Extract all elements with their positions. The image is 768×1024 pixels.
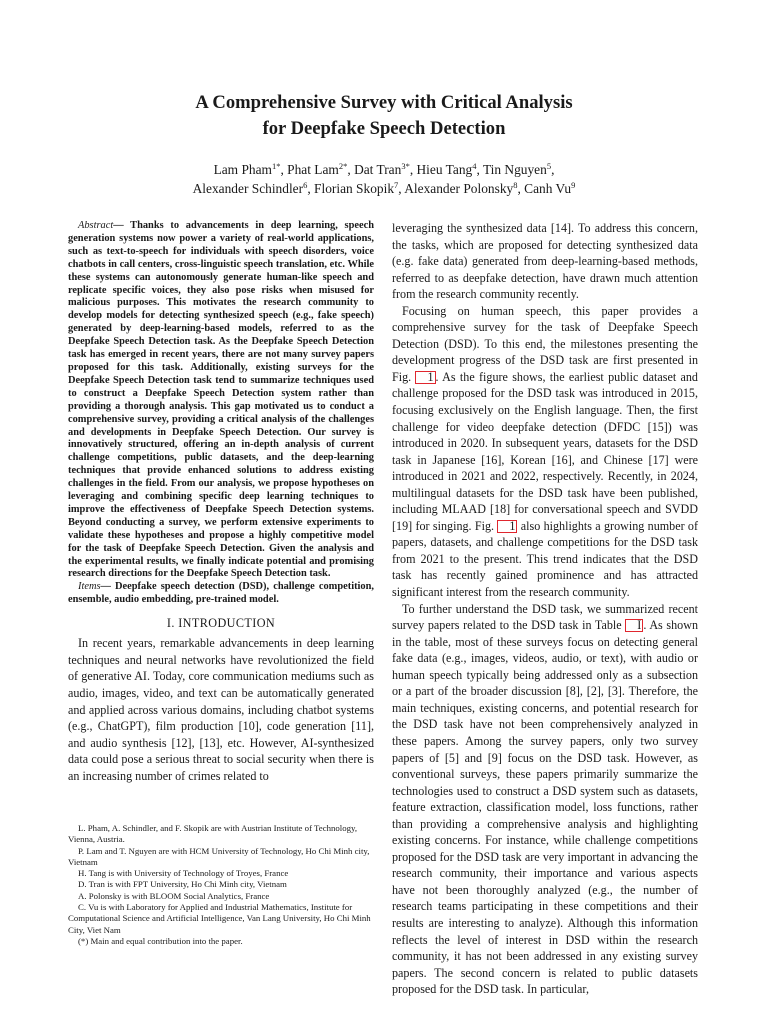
right-paragraph-3 (392, 601, 698, 998)
footnote-3: H. Tang is with University of Technology of Troyes, France (78, 868, 289, 879)
line1-author-affiliation-5: 5 (546, 161, 552, 171)
author-list (84, 160, 684, 198)
line1-author-affiliation-4: 4 (472, 161, 477, 171)
line2-author-affiliation-3: 8 (513, 180, 518, 190)
table-1-link[interactable]: I (625, 619, 643, 632)
index-terms (68, 581, 374, 607)
line1-author-name-4: Hieu Tang (416, 162, 473, 177)
p2-text-a: Focusing on human speech, this paper provides a comprehensive survey for the task of Deepfake Speech Detection (DSD). To this end, the milestones presenting the development progress of the DSD task are first presented in Fig. (392, 303, 698, 384)
figure-1-link-2[interactable]: 1 (497, 520, 517, 533)
footnote-1: L. Pham, A. Schindler, and F. Skopik are with Austrian Institute of Technology, Vienna, Austria. (68, 823, 358, 845)
line2-author-name-2: Florian Skopik (314, 181, 395, 196)
authors-line-1: Lam Pham$^{1*}$, Phat Lam$^{2*}$, Dat Tran$^{3*}$, Hieu Tang$^4$, Tin Nguyen$^5$, (213, 161, 555, 177)
right-column (392, 220, 698, 998)
footnote-5: A. Polonsky is with BLOOM Social Analytics, France (78, 890, 270, 901)
line1-author-affiliation-2: 2* (338, 161, 348, 171)
index-terms-text: — Deepfake speech detection (DSD), challenge competition, ensemble, audio embedding, pre-trained model. (68, 581, 374, 606)
right-paragraph-1: leveraging the synthesized data [14]. To address this concern, the tasks, which are proposed for detecting synthesized data (e.g. fake data) generated from deep-learning-based methods, referred to as deepfake detection, have drawn much attention from the research community recently. (392, 221, 698, 302)
figure-1-link[interactable]: 1 (415, 371, 435, 384)
title-line-2: for Deepfake Speech Detection (262, 118, 506, 139)
line1-author-name-5: Tin Nguyen (482, 162, 547, 177)
line2-author-name-3: Alexander Polonsky (404, 181, 514, 196)
p2-text-b: . As the figure shows, the earliest public dataset and challenge proposed for the DSD task was introduced in 2015, focusing exclusively on the English language. Then, the first challenge for video deepfake detection (DFDC [15]) was introduced in 2020. In subsequent years, datasets for the DSD task in Japanese [16], Korean [16], and Chinese [17] were introduced in 2021 and 2022, respectively. Recently, in 2024, multilingual datasets for the DSD task have been published, including MLAAD [18] for conversational speech and SVDD [19] for singing. Fig. (392, 369, 698, 533)
intro-paragraph-1: In recent years, remarkable advancements in deep learning techniques and neural networks have revolutionized the field of generative AI. Today, core communication mediums such as audio, images, video, and text can be automatically generated and applied across various domains, including chatbot systems (e.g., ChatGPT), film production [10], code generation [11], and audio synthesis [12], [13], etc. However, AI-synthesized data could pose a serious threat to social security when there is an increasing number of crimes related to (68, 636, 374, 783)
footnote-7: (*) Main and equal contribution into the paper. (78, 935, 243, 946)
footnotes (68, 823, 374, 947)
right-paragraph-2 (392, 303, 698, 601)
p2-text-c: also highlights a growing number of papers, datasets, and challenge competitions for the DSD task from 2021 to the present. This trend indicates that the DSD task has recently gained prominence and has attracted significant interest from the research community. (392, 518, 698, 600)
footnote-2: P. Lam and T. Nguyen are with HCM University of Technology, Ho Chi Minh city, Vietnam (68, 845, 370, 867)
line2-author-affiliation-1: 6 (303, 180, 308, 190)
p3-text-a: To further understand the DSD task, we summarized recent survey papers related to the DSD task in Table (392, 601, 698, 633)
paper-title (84, 90, 684, 142)
abstract-text: — Thanks to advancements in deep learning, speech generation systems now power a variety of real-world applications, such as text-to-speech for individuals with speech disorders, voice chatbots in call centers, cross-linguistic speech translation, etc. While these systems can autonomously generate human-like speech and replicate specific voices, they also pose risks when misused for malicious purposes. This motivates the research community to develop models for detecting synthesized speech (e.g., fake speech) generated by deep-learning-based models, referred to as the Deepfake Speech Detection task. As the Deepfake Speech Detection task has emerged in recent years, there are not many survey papers proposed for this task. Additionally, existing surveys for the Deepfake Speech Detection task tend to summarize techniques used to construct a Deepfake Speech Detection system rather than providing a thorough analysis. This gap motivated us to conduct a comprehensive survey, providing a critical analysis of the challenges and developments in Deepfake Speech Detection. Our survey is innovatively structured, offering an in-depth analysis of current challenge competitions, public datasets, and the deep-learning techniques that provide enhanced solutions to address existing challenges in the field. From our analysis, we propose hypotheses on leveraging and combining specific deep learning techniques to improve the effectiveness of Deepfake Speech Detection systems. Beyond conducting a survey, we perform extensive experiments to validate these hypotheses and propose a highly competitive model for the task of Deepfake Speech Detection. Given the analysis and the experimental results, we finally indicate potential and promising research directions for the Deepfake Speech Detection task. (68, 220, 374, 580)
abstract (68, 220, 374, 581)
line1-author-name-1: Lam Pham (213, 162, 272, 177)
line1-author-affiliation-3: 3* (401, 161, 410, 171)
left-column (68, 220, 374, 785)
line2-author-name-1: Alexander Schindler (192, 181, 304, 196)
footnote-6: C. Vu is with Laboratory for Applied and Industrial Mathematics, Institute for Computational Science and Artificial Intelligence, Van Lang University, Ho Chi Minh City, Viet Nam (68, 902, 371, 935)
line1-author-name-2: Phat Lam (287, 162, 339, 177)
title-line-1: A Comprehensive Survey with Critical Analysis (195, 92, 573, 113)
p3-text-b: . As shown in the table, most of these surveys focus on detecting general fake data (e.g., images, videos, audio, or text), with audio or human speech typically being addressed only as a subsection or a part of the broader discussion [8], [2], [3]. Therefore, the main techniques, existing concerns, and potential research for the DSD task have not been comprehensively analyzed in these papers. Among the survey papers, only two survey papers of [5] and [9] focus on the DSD task. However, as conventional surveys, these papers primarily summarize the technologies used to construct a DSD system such as datasets, feature extraction, classification model, loss functions, rather than providing a comprehensive analysis and highlighting existing concerns. For instance, while challenge competitions proposed for the DSD task are very important in advancing the research community, their importance and various aspects have not been thoroughly analyzed (e.g., the number of research teams participating in these competitions and their results are interesting to analyze). Although this information reflects the level of interest in DSD within the research community, it has not been addressed in any existing survey papers. The second concern is related to public datasets proposed for the DSD task. In particular, (392, 618, 698, 997)
line1-author-affiliation-1: 1* (271, 161, 281, 171)
line2-author-affiliation-2: 7 (394, 180, 399, 190)
section-heading-introduction: I. INTRODUCTION (166, 616, 276, 631)
line2-author-affiliation-4: 9 (571, 180, 576, 190)
index-terms-label: Items (78, 581, 101, 593)
authors-line-2: Alexander Schindler$^6$, Florian Skopik$^7$, Alexander Polonsky$^8$, Canh Vu$^9$ (192, 180, 576, 196)
abstract-label: Abstract (78, 220, 114, 231)
footnote-4: D. Tran is with FPT University, Ho Chi Minh city, Vietnam (78, 879, 287, 890)
line1-author-name-3: Dat Tran (354, 162, 402, 177)
line2-author-name-4: Canh Vu (524, 181, 572, 196)
